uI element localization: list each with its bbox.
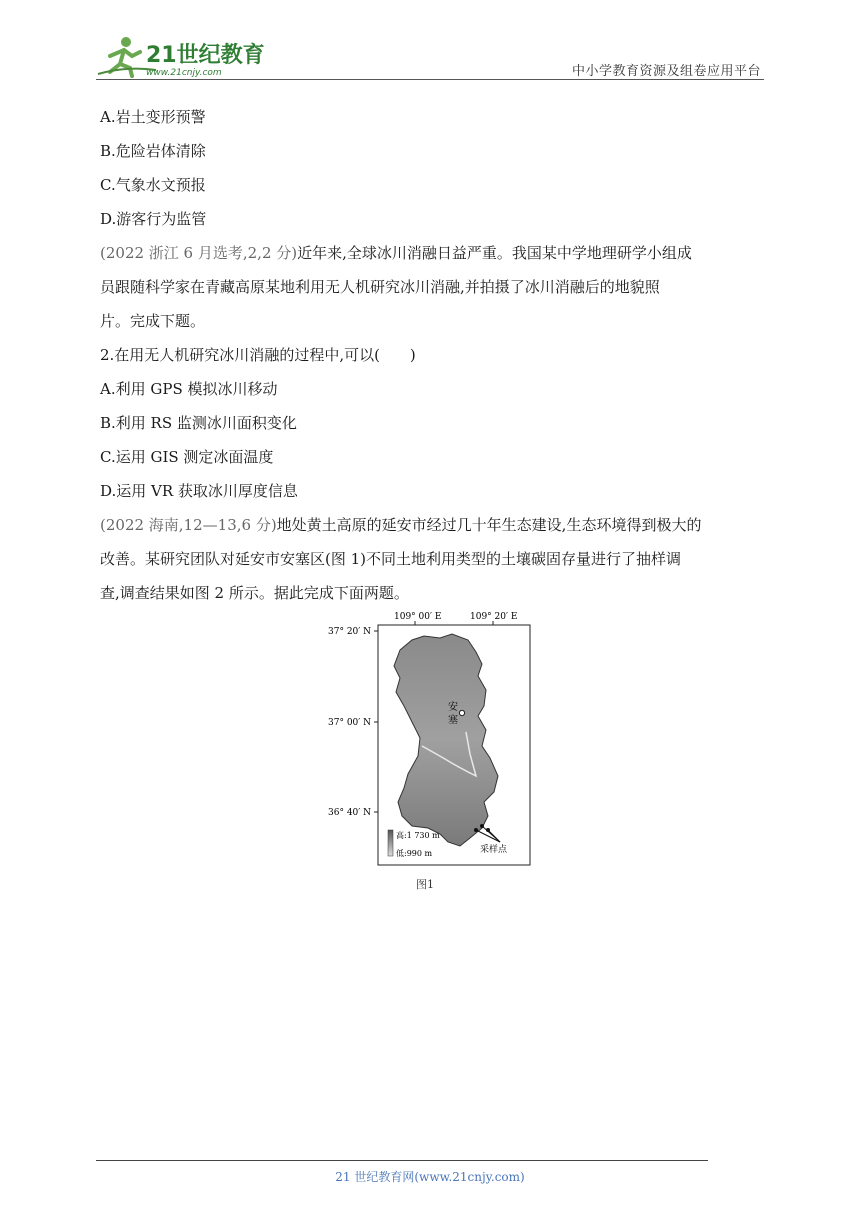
logo-url: www.21cnjy.com bbox=[146, 68, 222, 78]
q2-stem: 2.在用无人机研究冰川消融的过程中,可以( ) bbox=[100, 346, 416, 364]
legend-high: 高:1 730 m bbox=[396, 831, 440, 840]
q2-option-c: C.运用 GIS 测定冰面温度 bbox=[100, 448, 274, 466]
passage2-line-2: 改善。某研究团队对延安市安塞区(图 1)不同土地利用类型的土壤碳固存量进行了抽样调 bbox=[100, 550, 682, 568]
passage1-line-2: 员跟随科学家在青藏高原某地利用无人机研究冰川消融,并拍摄了冰川消融后的地貌照 bbox=[100, 278, 660, 296]
q2-option-a: A.利用 GPS 模拟冰川移动 bbox=[100, 380, 278, 398]
footer-divider bbox=[96, 1160, 708, 1161]
q1-option-c: C.气象水文预报 bbox=[100, 176, 206, 194]
q2-option-d: D.运用 VR 获取冰川厚度信息 bbox=[100, 482, 298, 500]
lat-label-2: 37° 00′ N bbox=[328, 718, 372, 728]
site-logo bbox=[96, 34, 266, 80]
q2-option-b: B.利用 RS 监测冰川面积变化 bbox=[100, 414, 297, 432]
lat-label-1: 37° 20′ N bbox=[328, 627, 372, 637]
footer-text: 21 世纪教育网(www.21cnjy.com) bbox=[335, 1170, 525, 1184]
header-divider bbox=[96, 79, 764, 80]
place-label-sai: 塞 bbox=[448, 715, 458, 726]
passage2-source: (2022 海南,12—13,6 分) bbox=[100, 516, 277, 534]
passage2-line-3: 查,调查结果如图 2 所示。据此完成下面两题。 bbox=[100, 584, 409, 602]
lon-label-2: 109° 20′ E bbox=[470, 612, 518, 622]
elevation-legend-bar bbox=[388, 830, 393, 856]
sample-label: 采样点 bbox=[480, 845, 508, 855]
passage1-source: (2022 浙江 6 月选考,2,2 分) bbox=[100, 244, 298, 262]
q1-option-d: D.游客行为监管 bbox=[100, 210, 207, 228]
lon-label-1: 109° 00′ E bbox=[394, 612, 442, 622]
passage1-line-3: 片。完成下题。 bbox=[100, 312, 206, 330]
figure-caption: 图1 bbox=[416, 878, 434, 891]
passage1-line-1: (2022 浙江 6 月选考,2,2 分)近年来,全球冰川消融日益严重。我国某中学地理研学小组成 bbox=[100, 244, 692, 262]
header-slogan: 中小学教育资源及组卷应用平台 bbox=[572, 64, 762, 79]
lat-label-3: 36° 40′ N bbox=[328, 808, 372, 818]
passage2-line-1: (2022 海南,12—13,6 分)地处黄土高原的延安市经过几十年生态建设,生态环境得到极大的 bbox=[100, 516, 702, 534]
place-label-an: 安 bbox=[448, 702, 458, 713]
q1-option-a: A.岩土变形预警 bbox=[100, 108, 206, 126]
ansai-town-marker bbox=[459, 710, 464, 715]
document-body bbox=[100, 100, 768, 610]
q1-option-b: B.危险岩体清除 bbox=[100, 142, 206, 160]
ansai-map-figure bbox=[300, 606, 540, 896]
logo-text: 21世纪教育 bbox=[146, 43, 265, 68]
legend-low: 低:990 m bbox=[396, 849, 433, 858]
